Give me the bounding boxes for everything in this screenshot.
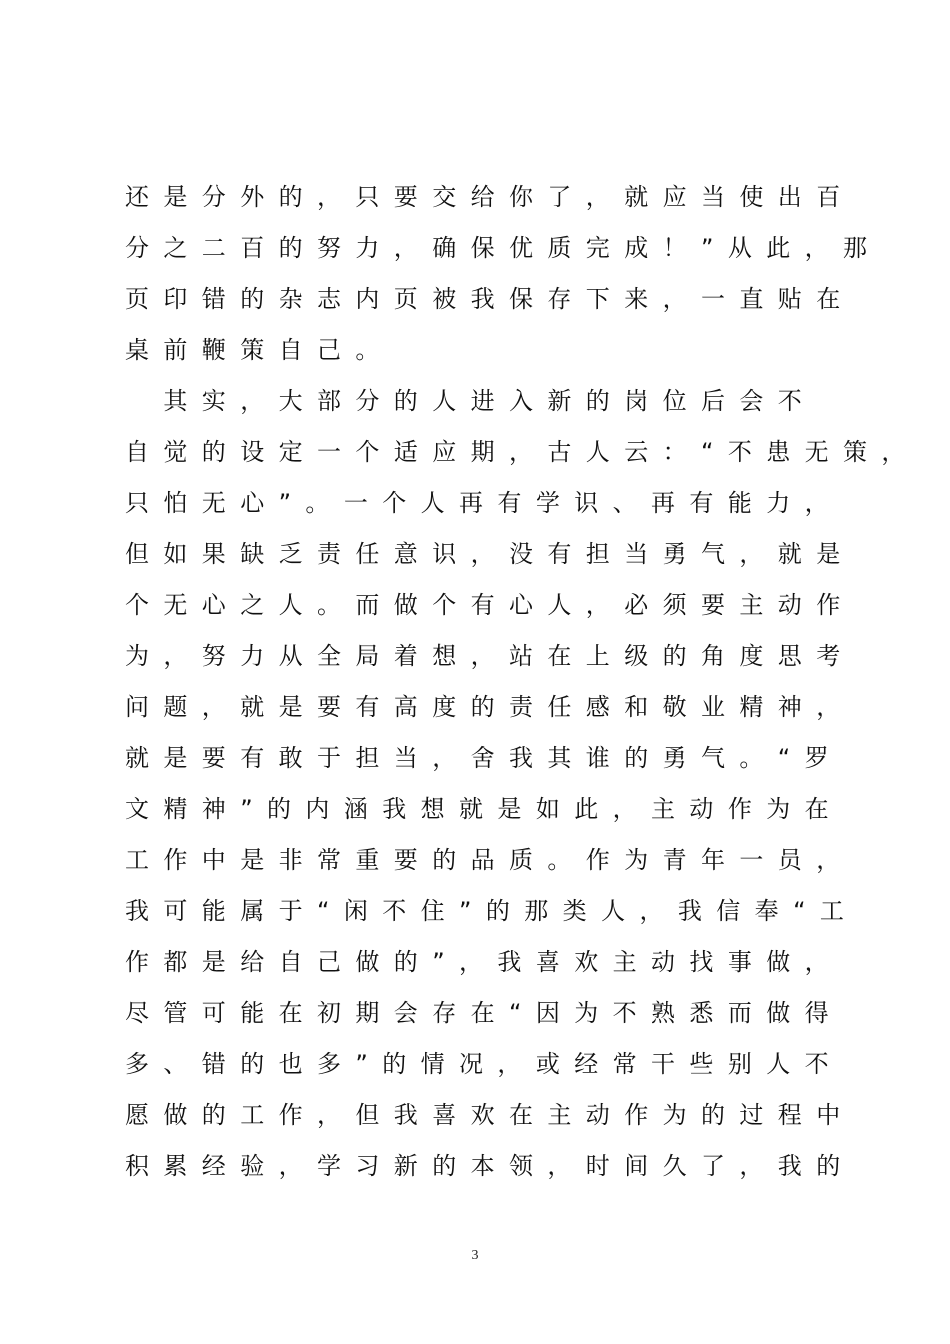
- text-line-7: 只怕无心”。一个人再有学识、再有能力，: [125, 489, 844, 517]
- text-line-5: 其实，大部分的人进入新的岗位后会不: [125, 387, 817, 415]
- text-line-11: 问题，就是要有高度的责任感和敬业精神，: [125, 693, 855, 721]
- body-text: [125, 172, 920, 1192]
- text-line-6: 自觉的设定一个适应期，古人云：“不患无策，: [125, 438, 920, 466]
- text-line-4: 桌前鞭策自己。: [125, 336, 394, 364]
- page-number: 3: [471, 1248, 479, 1263]
- text-line-16: 作都是给自己做的”，我喜欢主动找事做，: [125, 948, 844, 976]
- text-line-1: 还是分外的，只要交给你了，就应当使出百: [125, 183, 855, 211]
- text-line-2: 分之二百的努力，确保优质完成！”从此，那: [125, 234, 882, 262]
- text-line-10: 为，努力从全局着想，站在上级的角度思考: [125, 642, 855, 670]
- text-line-14: 工作中是非常重要的品质。作为青年一员，: [125, 846, 855, 874]
- text-line-9: 个无心之人。而做个有心人，必须要主动作: [125, 591, 855, 619]
- text-line-17: 尽管可能在初期会存在“因为不熟悉而做得: [125, 999, 844, 1027]
- text-line-20: 积累经验，学习新的本领，时间久了，我的: [125, 1152, 855, 1180]
- text-line-3: 页印错的杂志内页被我保存下来，一直贴在: [125, 285, 855, 313]
- text-line-12: 就是要有敢于担当，舍我其谁的勇气。“罗: [125, 744, 844, 772]
- text-line-13: 文精神”的内涵我想就是如此，主动作为在: [125, 795, 844, 823]
- text-line-18: 多、错的也多”的情况，或经常干些别人不: [125, 1050, 844, 1078]
- text-line-19: 愿做的工作，但我喜欢在主动作为的过程中: [125, 1101, 855, 1129]
- text-line-15: 我可能属于“闲不住”的那类人，我信奉“工: [125, 897, 859, 925]
- text-line-8: 但如果缺乏责任意识，没有担当勇气，就是: [125, 540, 855, 568]
